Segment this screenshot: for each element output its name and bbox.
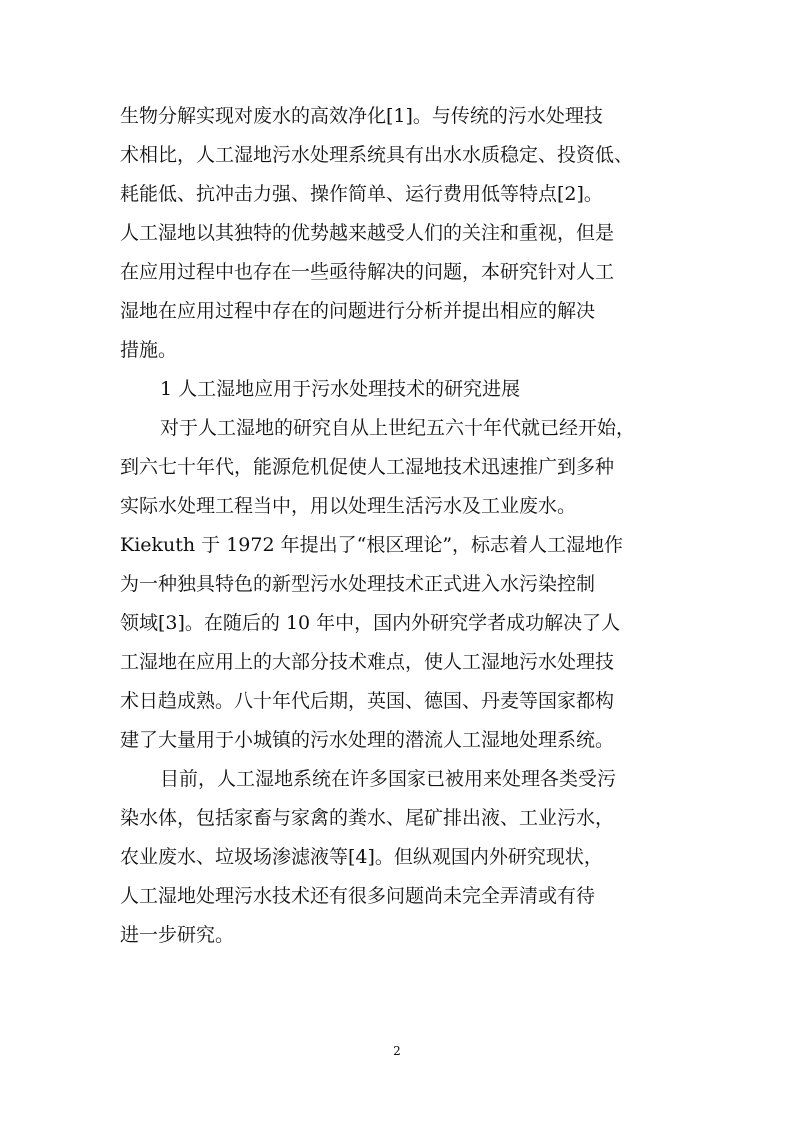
paragraph-line: 领域[3]。在随后的 10 年中，国内外研究学者成功解决了人	[120, 612, 621, 634]
section-heading: 1 人工湿地应用于污水处理技术的研究进展	[160, 378, 521, 400]
paragraph-line: 进一步研究。	[120, 924, 235, 946]
paragraph-line: 为一种独具特色的新型污水处理技术正式进入水污染控制	[120, 573, 596, 595]
paragraph-line: 生物分解实现对废水的高效净化[1]。与传统的污水处理技	[120, 105, 603, 127]
paragraph-line: 措施。	[120, 339, 178, 361]
paragraph-line: 在应用过程中也存在一些亟待解决的问题，本研究针对人工	[120, 261, 615, 283]
paragraph-line: 人工湿地处理污水技术还有很多问题尚未完全弄清或有待	[120, 885, 596, 907]
paragraph-line: 湿地在应用过程中存在的问题进行分析并提出相应的解决	[120, 300, 596, 322]
page-number: 2	[393, 1044, 401, 1058]
paragraph-line: 实际水处理工程当中，用以处理生活污水及工业废水。	[120, 495, 577, 517]
paragraph-line: 人工湿地以其独特的优势越来越受人们的关注和重视，但是	[120, 222, 615, 244]
paragraph-line: Kiekuth 于 1972 年提出了“根区理论”，标志着人工湿地作	[120, 534, 624, 556]
paragraph-line: 目前，人工湿地系统在许多国家已被用来处理各类受污	[160, 768, 617, 790]
body-text	[120, 97, 680, 955]
paragraph-line: 对于人工湿地的研究自从上世纪五六十年代就已经开始，	[160, 417, 636, 439]
paragraph-line: 术日趋成熟。八十年代后期，英国、德国、丹麦等国家都构	[120, 690, 615, 712]
paragraph-line: 耗能低、抗冲击力强、操作简单、运行费用低等特点[2]。	[120, 183, 603, 205]
paragraph-line: 术相比，人工湿地污水处理系统具有出水水质稳定、投资低、	[120, 144, 634, 166]
paragraph-line: 农业废水、垃圾场渗滤液等[4]。但纵观国内外研究现状，	[120, 846, 603, 868]
paragraph-line: 建了大量用于小城镇的污水处理的潜流人工湿地处理系统。	[120, 729, 615, 751]
paragraph-line: 到六七十年代，能源危机促使人工湿地技术迅速推广到多种	[120, 456, 615, 478]
paragraph-line: 工湿地在应用上的大部分技术难点，使人工湿地污水处理技	[120, 651, 615, 673]
paragraph-line: 染水体，包括家畜与家禽的粪水、尾矿排出液、工业污水，	[120, 807, 615, 829]
